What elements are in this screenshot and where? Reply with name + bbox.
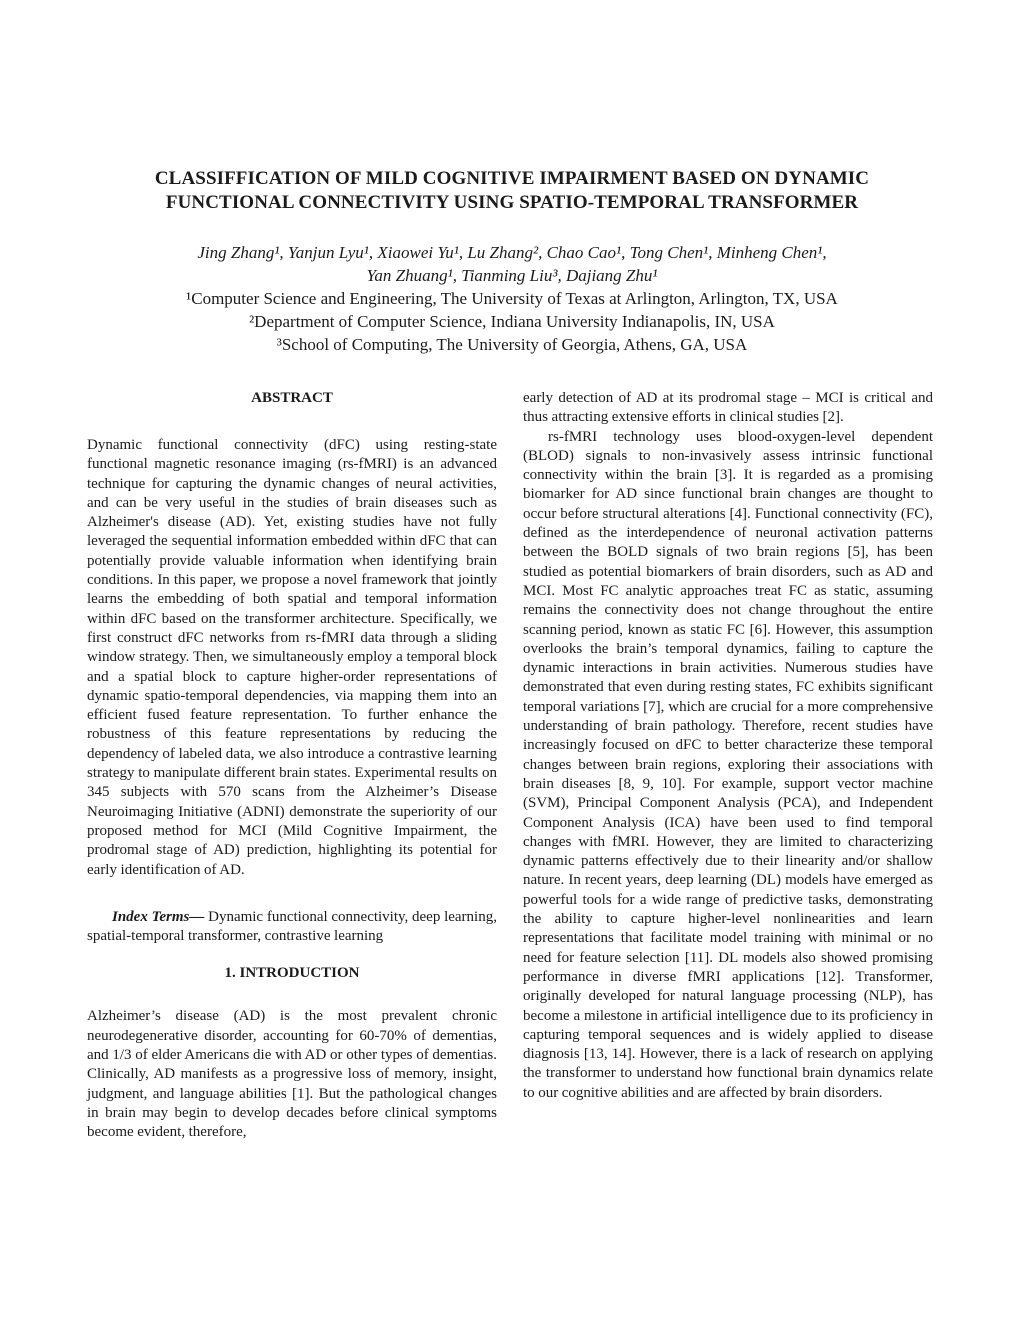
authors-line-2: Yan Zhuang¹, Tianming Liu³, Dajiang Zhu¹ — [366, 266, 658, 285]
affiliation-3: ³School of Computing, The University of Georgia, Athens, GA, USA — [276, 335, 748, 354]
paper-title-line-2: FUNCTIONAL CONNECTIVITY USING SPATIO-TEMPORAL TRANSFORMER — [165, 192, 859, 213]
index-terms — [87, 908, 497, 947]
paper-title — [0, 167, 1024, 215]
index-terms-text: Dynamic functional connectivity, deep learning, spatial-temporal transformer, contrastive learning — [87, 908, 497, 945]
paper-header — [0, 167, 1024, 356]
paper-title-line-1: CLASSIFFICATION OF MILD COGNITIVE IMPAIRMENT BASED ON DYNAMIC — [154, 168, 870, 189]
introduction-heading: 1. INTRODUCTION — [224, 965, 360, 982]
abstract-heading: ABSTRACT — [251, 390, 333, 406]
affiliation-list — [0, 287, 1024, 356]
affiliation-2: ²Department of Computer Science, Indiana University Indianapolis, IN, USA — [249, 312, 775, 331]
authors-line-1: Jing Zhang¹, Yanjun Lyu¹, Xiaowei Yu¹, Lu Zhang², Chao Cao¹, Tong Chen¹, Minheng Chen¹, — [197, 243, 827, 262]
author-list — [0, 241, 1024, 287]
abstract-text: Dynamic functional connectivity (dFC) using resting-state functional magnetic resonance imaging (rs-fMRI) is an advanced technique for capturing the dynamic changes of neural activities, and can be very useful in the studies of brain diseases such as Alzheimer's disease (AD). Yet, existing studies have not fully leveraged the sequential information embedded within dFC that can potentially provide valuable information when identifying brain conditions. In this paper, we propose a novel framework that jointly learns the embedding of both spatial and temporal information within dFC based on the transformer architecture. Specifically, we first construct dFC networks from rs-fMRI data through a sliding window strategy. Then, we simultaneously employ a temporal block and a spatial block to capture higher-order representations of dynamic spatio-temporal dependencies, via mapping them into an efficient fused feature representation. To further enhance the robustness of this feature representations by reducing the dependency of labeled data, we also introduce a contrastive learning strategy to manipulate different brain states. Experimental results on 345 subjects with 570 scans from the Alzheimer’s Disease Neuroimaging Initiative (ADNI) demonstrate the superiority of our proposed method for MCI (Mild Cognitive Impairment, the prodromal stage of AD) prediction, highlighting its potential for early identification of AD. — [87, 437, 497, 878]
introduction-text-left: Alzheimer’s disease (AD) is the most prevalent chronic neurodegenerative disorder, accounting for 60-70% of dementias, and 1/3 of elder Americans die with AD or other types of dementias. Clinically, AD manifests as a progressive loss of memory, insight, judgment, and language abilities [1]. But the pathological changes in brain may begin to develop decades before clinical symptoms become evident, therefore, — [87, 1008, 497, 1141]
two-column-body — [87, 389, 933, 1143]
right-column — [523, 389, 933, 1143]
left-column — [87, 389, 497, 1143]
affiliation-1: ¹Computer Science and Engineering, The University of Texas at Arlington, Arlington, TX, USA — [186, 289, 838, 308]
index-terms-label: Index Terms— — [112, 908, 205, 925]
introduction-text-continued: early detection of AD at its prodromal stage – MCI is critical and thus attracting extensive efforts in clinical studies [2]. — [523, 390, 933, 426]
introduction-paragraph-2: rs-fMRI technology uses blood-oxygen-level dependent (BLOD) signals to non-invasively assess intrinsic functional connectivity within the brain [3]. It is regarded as a promising biomarker for AD since functional brain changes are thought to occur before structural alterations [4]. Functional connectivity (FC), defined as the interdependence of neuronal activation patterns between the BOLD signals of two brain regions [5], has been studied as potential biomarkers of brain disorders, such as AD and MCI. Most FC analytic approaches treat FC as static, assuming remains the connectivity does not change throughout the entire scanning period, known as static FC [6]. However, this assumption overlooks the brain’s temporal dynamics, failing to capture the dynamic interactions in brain activities. Numerous studies have demonstrated that even during resting states, FC exhibits significant temporal variations [7], which are crucial for a more comprehensive understanding of brain pathology. Therefore, recent studies have increasingly focused on dFC to better characterize these temporal changes between brain regions, exploring their associations with brain diseases [8, 9, 10]. For example, support vector machine (SVM), Principal Component Analysis (PCA), and Independent Component Analysis (ICA) have been used to find temporal changes with fMRI. However, they are limited to characterizing dynamic patterns effectively due to their linearity and/or shallow nature. In recent years, deep learning (DL) models have emerged as powerful tools for a wide range of predictive tasks, demonstrating the ability to capture higher-level nonlinearities and learn representations that facilitate model training with minimal or no need for feature selection [11]. DL models also showed promising performance in diverse fMRI applications [12]. Transformer, originally developed for natural language processing (NLP), has become a milestone in artificial intelligence due to its proficiency in capturing temporal sequences and is widely applied to disease diagnosis [13, 14]. However, there is a lack of research on applying the transformer to understand how functional brain dynamics relate to our cognitive abilities and are affected by brain disorders. — [523, 428, 933, 1101]
